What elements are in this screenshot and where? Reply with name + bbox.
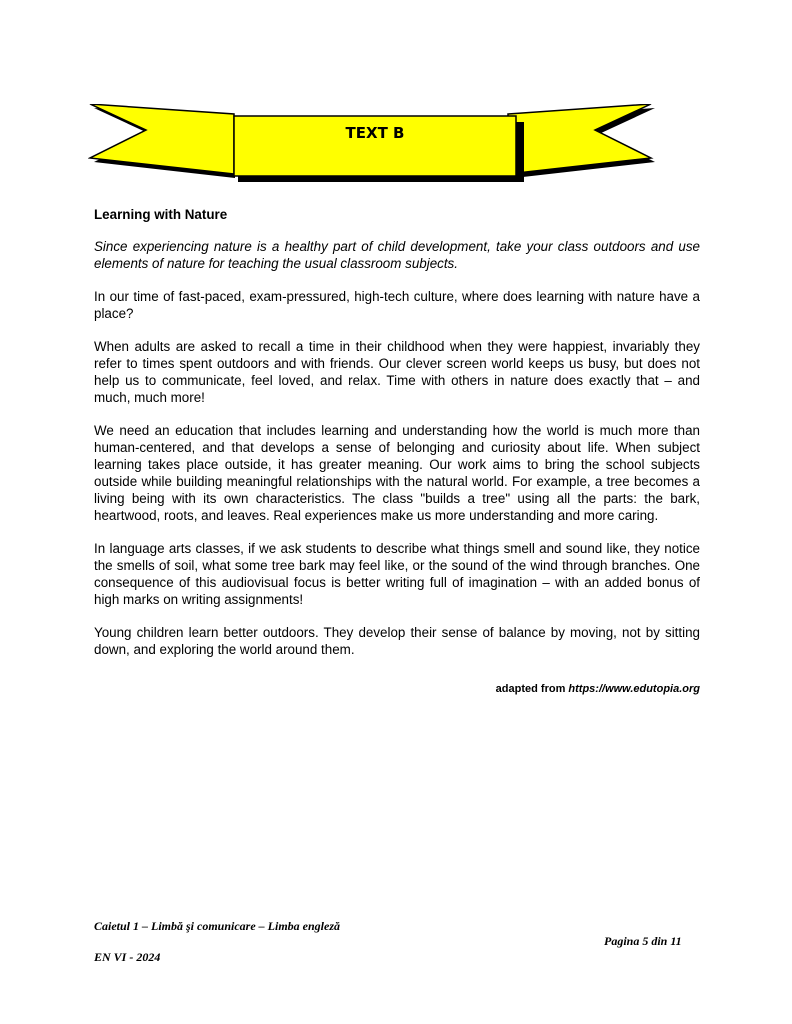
banner-title: TEXT B [345, 124, 405, 142]
article-paragraph-1: In our time of fast-paced, exam-pressured, high-tech culture, where does learning with nature have a place? [94, 289, 700, 321]
article-paragraph-4: In language arts classes, if we ask students to describe what things smell and sound like, they notice the smells of soil, what some tree bark may feel like, or the sound of the wind through branches. One consequence of this audiovisual focus is better writing full of imagination – with an added bonus of high marks on writing assignments! [94, 541, 700, 607]
title-banner [88, 104, 662, 188]
footer-exam: EN VI - 2024 [94, 950, 161, 964]
article [94, 206, 700, 674]
article-title: Learning with Nature [94, 207, 228, 222]
article-intro: Since experiencing nature is a healthy part of child development, take your class outdoors and use elements of nature for teaching the usual classroom subjects. [94, 239, 700, 271]
source-prefix: adapted from [495, 683, 569, 695]
article-paragraph-5: Young children learn better outdoors. They develop their sense of balance by moving, not by sitting down, and exploring the world around them. [94, 625, 700, 657]
source-url: https://www.edutopia.org [568, 683, 700, 695]
article-paragraph-3: We need an education that includes learning and understanding how the world is much more than human-centered, and that develops a sense of belonging and curiosity about life. When subject learning takes place outside, it has greater meaning. Our work aims to bring the school subjects outside while building meaningful relationships with the natural world. For example, a tree becomes a living being with its own characteristics. The class "builds a tree" using all the parts: the bark, heartwood, roots, and leaves. Real experiences make us more understanding and more caring. [94, 423, 700, 523]
source-attribution [94, 683, 700, 695]
footer-notebook: Caietul 1 – Limbă şi comunicare – Limba engleză [94, 919, 340, 933]
article-paragraph-2: When adults are asked to recall a time in their childhood when they were happiest, invariably they refer to times spent outdoors and with friends. Our clever screen world keeps us busy, but does not help us to communicate, feel loved, and relax. Time with others in nature does exactly that – and much, much more! [94, 339, 700, 405]
footer-page-number: Pagina 5 din 11 [604, 934, 682, 948]
